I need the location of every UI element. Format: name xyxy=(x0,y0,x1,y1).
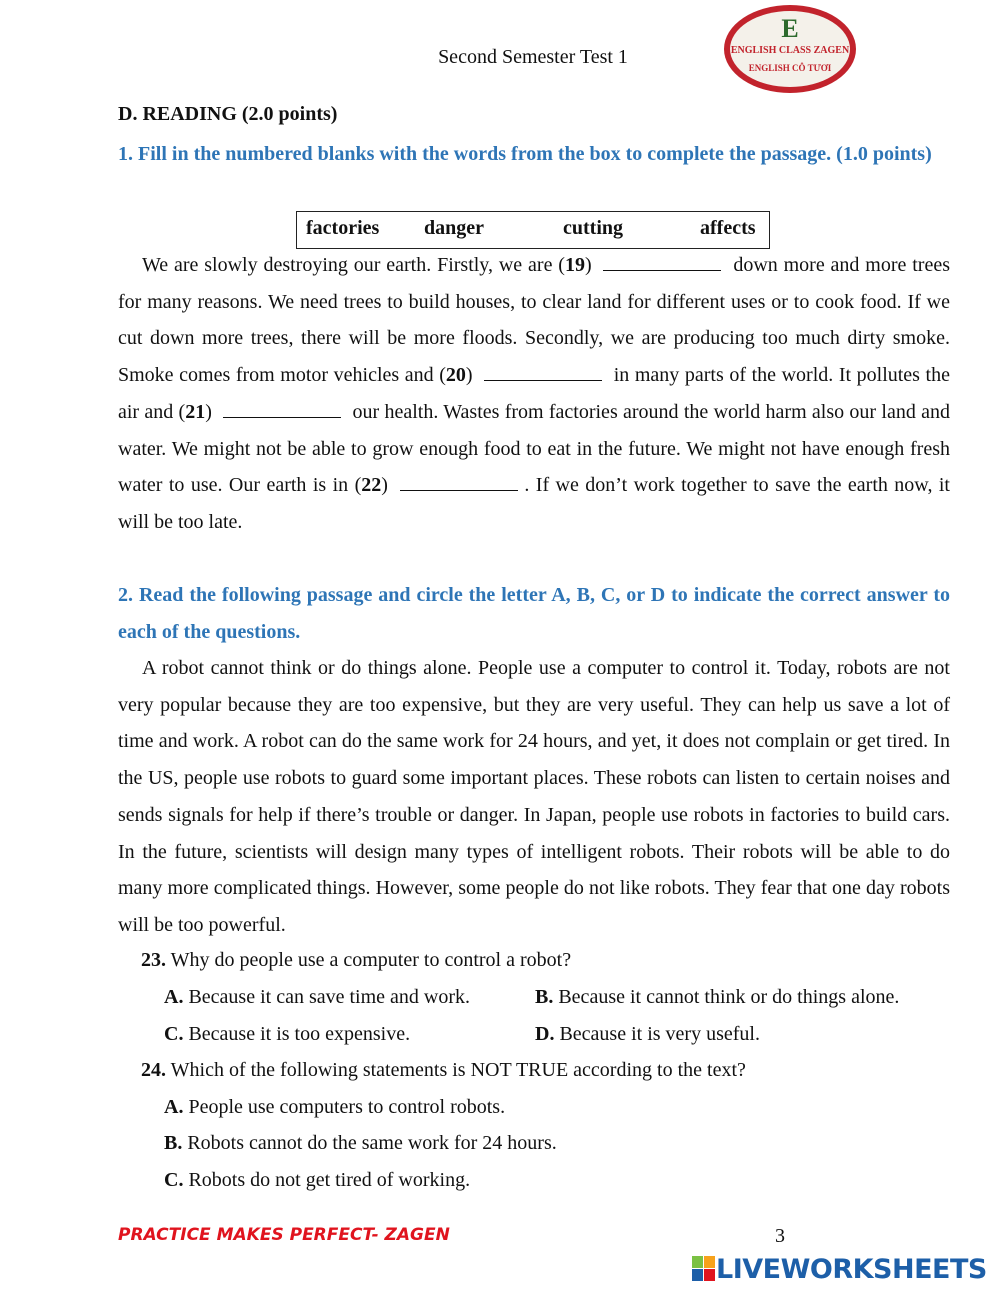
question-23: 23. Why do people use a computer to control a robot? xyxy=(141,949,572,971)
option-24-b[interactable]: B. Robots cannot do the same work for 24 hours. xyxy=(164,1132,557,1154)
part2-instruction: 2. Read the following passage and circle the letter A, B, C, or D to indicate the correct answer to each of the questions. xyxy=(118,584,950,643)
option-23-b[interactable]: B. Because it cannot think or do things alone. xyxy=(535,986,900,1008)
blank-number: 21 xyxy=(185,400,206,423)
liveworksheets-brand xyxy=(692,1253,987,1285)
answer-blank-19[interactable] xyxy=(603,252,721,271)
answer-blank-21[interactable] xyxy=(223,399,341,418)
word-box-item: danger xyxy=(424,217,484,239)
liveworksheets-wordmark: LIVEWORKSHEETS xyxy=(716,1253,987,1285)
footer-motto: PRACTICE MAKES PERFECT- ZAGEN xyxy=(118,1225,450,1245)
answer-blank-20[interactable] xyxy=(484,362,602,381)
option-24-c[interactable]: C. Robots do not get tired of working. xyxy=(164,1169,471,1191)
part2-passage: A robot cannot think or do things alone. People use a computer to control it. Today, robots are not very popular because they are too expensive, but they are very useful. They can help us save a lot of time and work. A robot can do the same work for 24 hours, and yet, it does not complain or get tired. In the US, people use robots to guard some important places. These robots can listen to certain noises and sends signals for help if there’s trouble or danger. In Japan, people use robots in factories to build cars. In the future, scientists will design many types of intelligent robots. Their robots will be able to do many more complicated things. However, some people do not like robots. They fear that one day robots will be too powerful. xyxy=(118,657,950,936)
word-box-item: factories xyxy=(306,217,380,239)
liveworksheets-icon xyxy=(692,1256,716,1282)
page-number: 3 xyxy=(775,1225,785,1247)
part1-instruction: 1. Fill in the numbered blanks with the words from the box to complete the passage. (1.0 points) xyxy=(118,143,932,165)
option-23-a[interactable]: A. Because it can save time and work. xyxy=(164,986,471,1008)
answer-blank-22[interactable] xyxy=(400,472,518,491)
word-box xyxy=(296,211,770,249)
blank-number: 20 xyxy=(445,364,466,387)
part1-passage: We are slowly destroying our earth. Firstly, we are (19) down more and more trees for many reasons. We need trees to build houses, to clear land for different uses or to cook food. If we cut down more trees, there will be more floods. Secondly, we are producing too much dirty smoke. Smoke comes from motor vehicles and (20) in many parts of the world. It pollutes the air and (21) our health. Wastes from factories around the world harm also our land and water. We might not be able to grow enough food to eat in the future. We might not have enough fresh water to use. Our earth is in (22) . If we don’t work together to save the earth now, it will be too late. xyxy=(118,254,950,533)
word-box-item: cutting xyxy=(563,217,623,239)
page-header-title: Second Semester Test 1 xyxy=(438,46,628,68)
logo-line-2: ENGLISH CÔ TƯƠI xyxy=(748,63,832,73)
blank-number: 19 xyxy=(564,254,585,276)
option-23-c[interactable]: C. Because it is too expensive. xyxy=(164,1023,411,1045)
word-box-item: affects xyxy=(700,217,756,239)
logo-letter: E xyxy=(781,14,799,43)
logo-line-1: ENGLISH CLASS ZAGEN xyxy=(730,45,850,56)
school-logo xyxy=(722,3,858,95)
option-24-a[interactable]: A. People use computers to control robots. xyxy=(164,1096,506,1118)
question-24: 24. Which of the following statements is NOT TRUE according to the text? xyxy=(141,1059,746,1081)
option-23-d[interactable]: D. Because it is very useful. xyxy=(535,1023,760,1045)
section-title: D. READING (2.0 points) xyxy=(118,103,338,125)
blank-number: 22 xyxy=(361,474,382,497)
